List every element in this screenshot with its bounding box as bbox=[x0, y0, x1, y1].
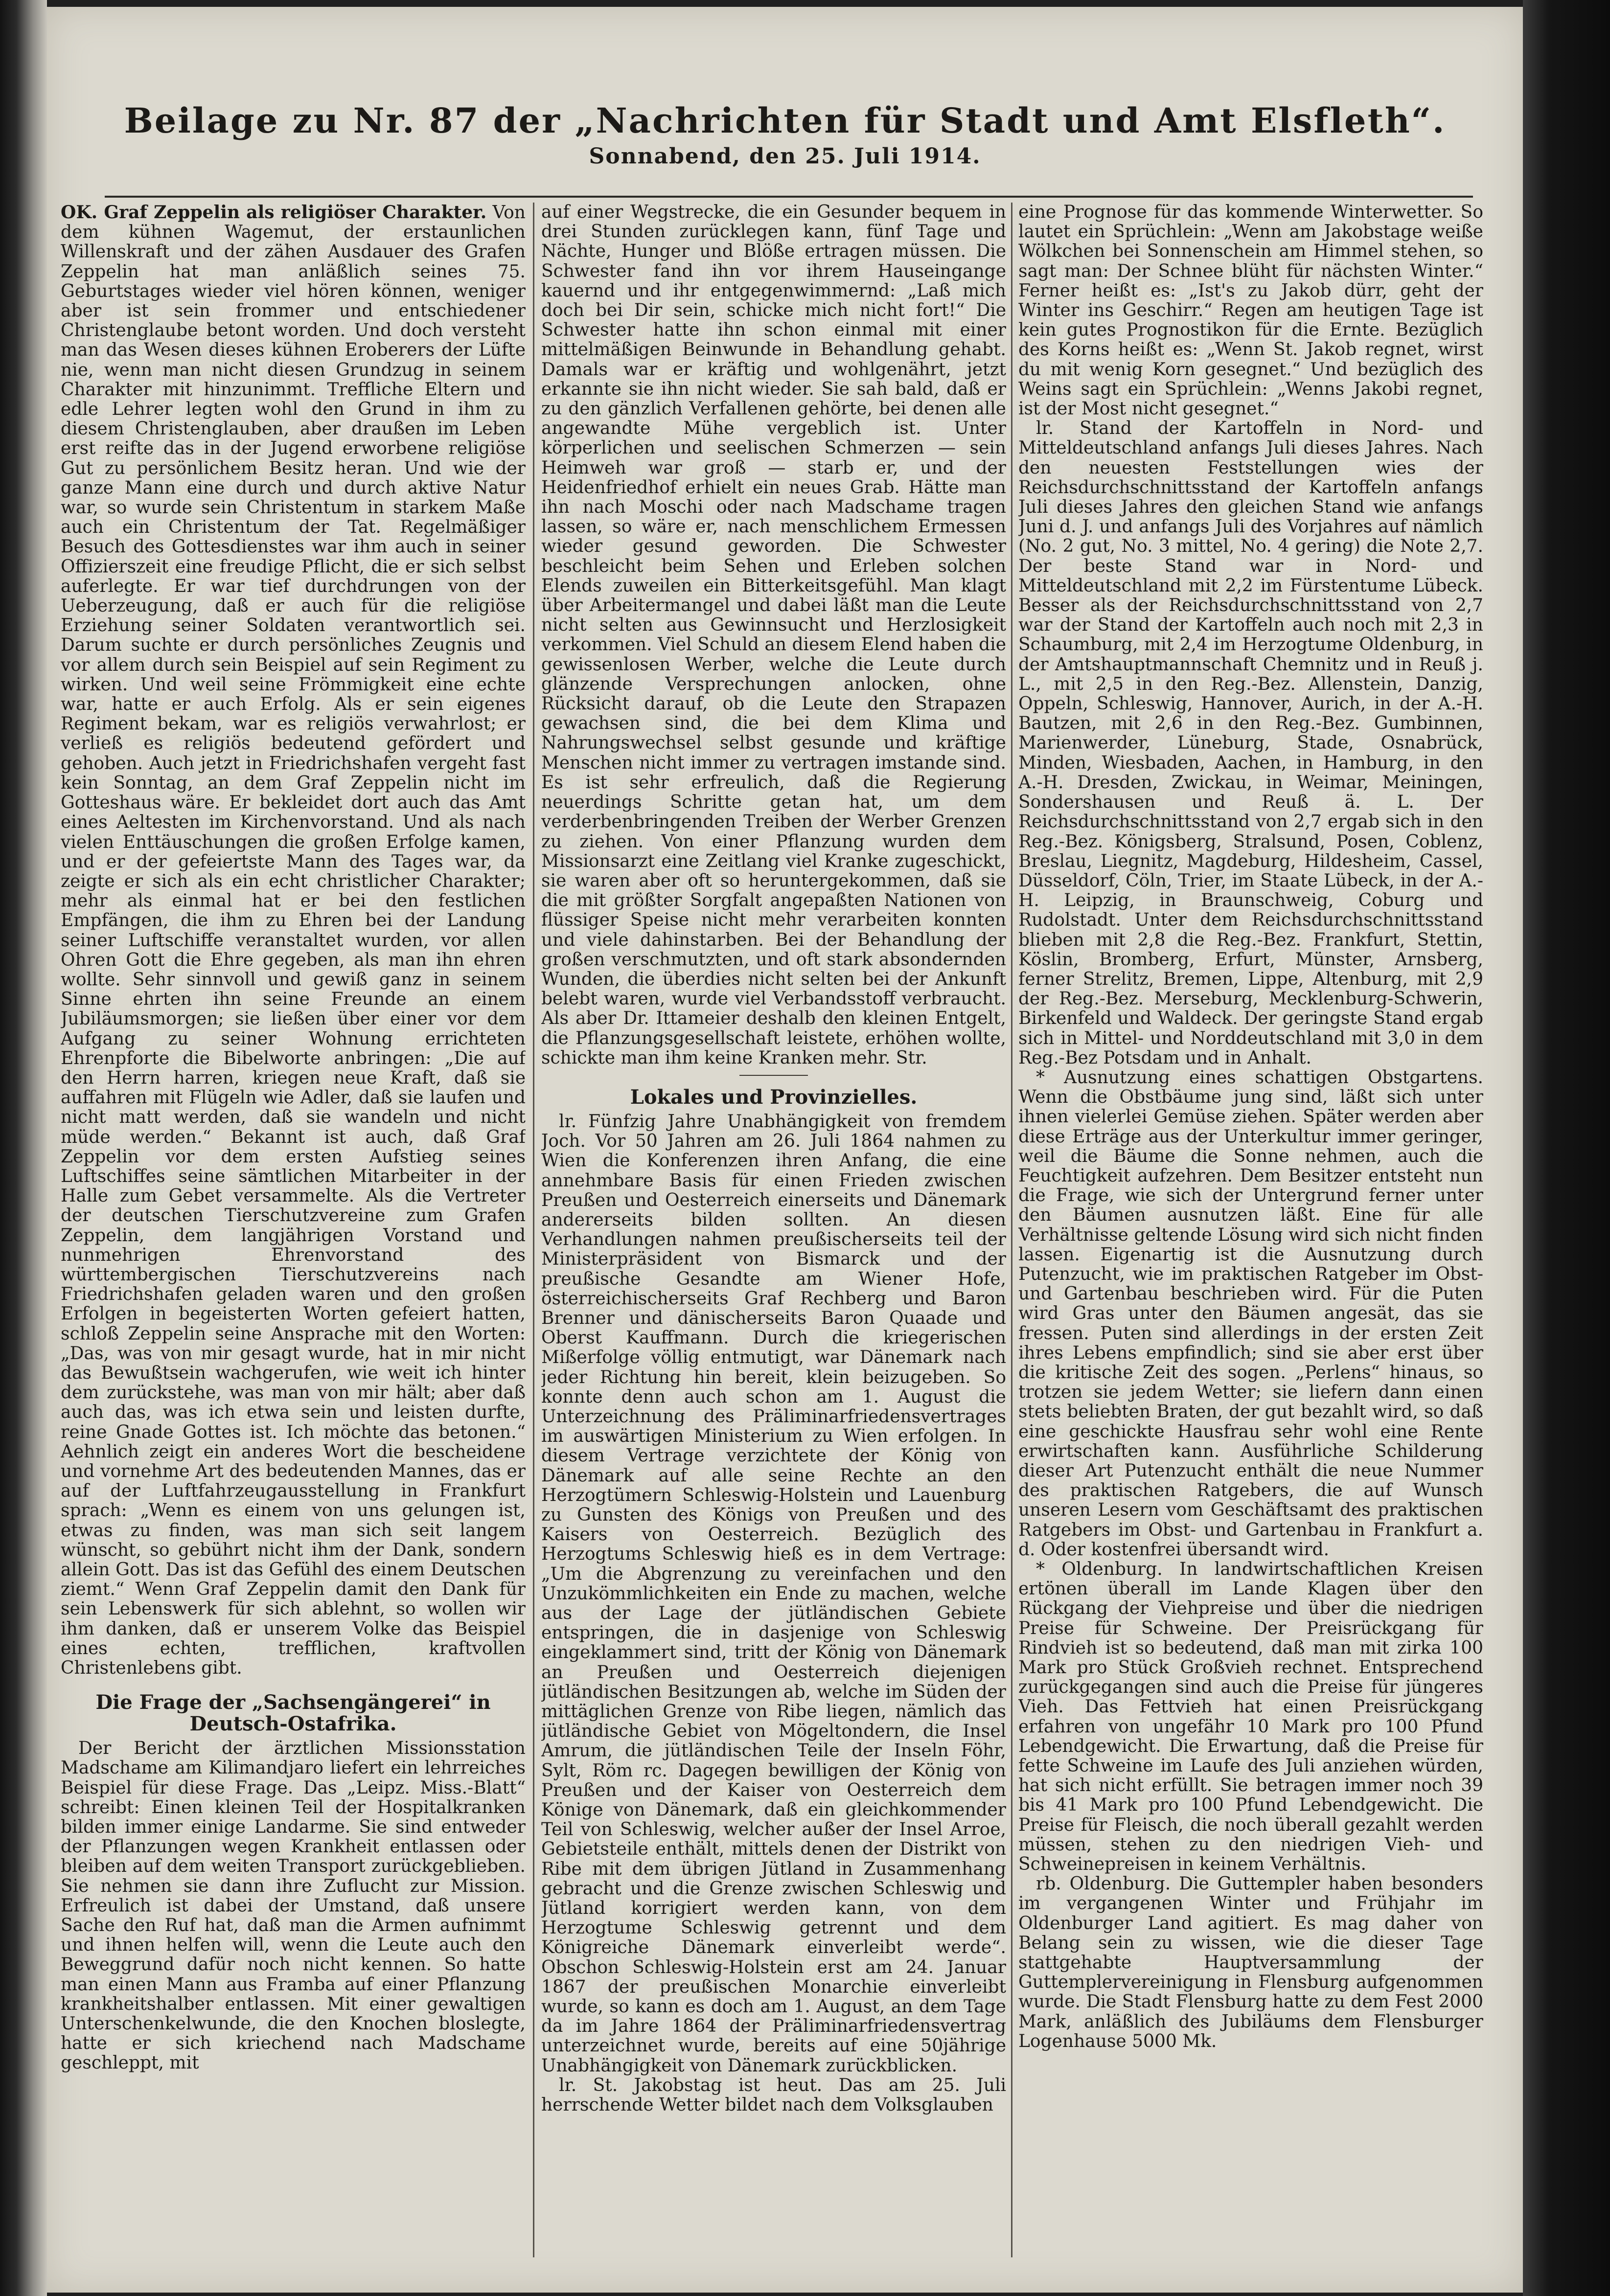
issue-date: Sonnabend, den 25. Juli 1914. bbox=[589, 144, 981, 169]
article-jakobstag: lr. St. Jakobstag ist heut. Das am 25. Juli herrschende Wetter bildet nach dem Volksglauben bbox=[541, 2075, 1006, 2115]
article-continuation: auf einer Wegstrecke, die ein Gesunder bequem in drei Stunden zurücklegen kann, fünf Tage und Nächte, Hunger und Blöße ertragen müssen. Die Schwester fand ihn vor ihrem Hauseingange kauernd und ihr entgegenwimmernd: „Laß mich doch bei Dir sein, schicke mich nicht fort!“ Die Schwester hatte ihn schon einmal mit einer mittelmäßigen Beinwunde in Behandlung gehabt. Damals war er kräftig und wohlgenährt, jetzt erkannte sie ihn nicht wieder. Sie sah bald, daß er zu den gänzlich Verfallenen gehörte, bei denen alle angewandte Mühe vergeblich ist. Unter körperlichen und seelischen Schmerzen — sein Heimweh war groß — starb er, und der Heidenfriedhof erhielt ein neues Grab. Hätte man ihn nach Moschi oder nach Madschame tragen lassen, so wäre er, nach menschlichem Ermessen wieder gesund geworden. Die Schwester beschleicht beim Sehen und Erleben solchen Elends zuweilen ein Bitterkeitsgefühl. Man klagt über Arbeitermangel und dabei läßt man die Leute nicht selten aus Gewinnsucht und Herzlosigkeit verkommen. Viel Schuld an diesem Elend haben die gewissenlosen Werber, welche die Leute durch glänzende Versprechungen anlocken, ohne Rücksicht darauf, ob die Leute den Strapazen gewachsen sind, die bei dem Klima und Nahrungswechsel selbst gesunde und kräftige Menschen nicht immer zu vertragen imstande sind. Es ist sehr erfreulich, daß die Regierung neuerdings Schritte getan hat, um dem verderbenbringenden Treiben der Werber Grenzen zu ziehen. Von einer Pflanzung wurden dem Missionsarzt eine Zeitlang viel Kranke zugeschickt, sie waren aber oft so heruntergekommen, daß sie die mit größter Sorgfalt angepaßten Nationen von flüssiger Speise nicht mehr verarbeiten konnten und viele dahinstarben. Bei der Behandlung der großen verschmutzten, und oft stark absondernden Wunden, die überdies nicht selten bei der Ankunft belebt waren, wurde viel Verbandsstoff verbraucht. Als aber Dr. Ittameier deshalb den kleinen Entgelt, die Pflanzungsgesellschaft leistete, erhöhen wollte, schickte man ihm keine Kranken mehr. Str. bbox=[541, 203, 1006, 1068]
article-sachsengaengerei: Der Bericht der ärztlichen Missionsstation Madschame am Kilimandjaro liefert ein lehrreiches Beispiel für diese Frage. Das „Leipz. Miss.-Blatt“ schreibt: Einen kleinen Teil der Hospitalkranken bilden immer einige Landarme. Sie sind entweder der Pflanzungen wegen Krankheit entlassen oder bleiben auf dem weiten Transport zurückgeblieben. Sie nehmen sie dann ihre Zuflucht zur Mission. Erfreulich ist dabei der Umstand, daß unsere Sache den Ruf hat, daß man die Armen aufnimmt und ihnen helfen will, wenn die Leute auch den Beweggrund dafür noch nicht kennen. So hatte man einen Mann aus Framba auf einer Pflanzung krankheitshalber entlassen. Mit einer gewaltigen Unterschenkelwunde, die den Knochen bloslegte, hatte er sich kriechend nach Madschame geschleppt, mit bbox=[61, 1738, 526, 2073]
article-oldenburg-guttempler: rb. Oldenburg. Die Guttempler haben besonders im vergangenen Winter und Frühjahr im Oldenburger Land agitiert. Es mag daher von Belang sein zu wissen, wie die dieser Tage stattgehabte Hauptversammlung der Guttemplervereinigung in Flensburg aufgenommen wurde. Die Stadt Flensburg hatte zu dem Fest 2000 Mark, anläßlich des Jubiläums dem Flensburger Logenhause 5000 Mk. bbox=[1018, 1874, 1483, 2051]
column-2 bbox=[541, 203, 1006, 2257]
column-divider bbox=[533, 203, 534, 2257]
article-obstgarten: * Ausnutzung eines schattigen Obstgartens. Wenn die Obstbäume jung sind, läßt sich unter ihnen vielerlei Gemüse ziehen. Später werden aber diese Erträge aus der Unterkultur immer geringer, weil die Bäume die Sonne nehmen, auch die Feuchtigkeit aufzehren. Dem Besitzer entsteht nun die Frage, wie sich der Untergrund ferner unter den Bäumen ausnutzen läßt. Eine für alle Verhältnisse geltende Lösung wird sich nicht finden lassen. Eigenartig ist die Ausnutzung durch Putenzucht, wie im praktischen Ratgeber im Obst- und Gartenbau beschrieben wird. Für die Puten wird Gras unter den Bäumen angesät, das sie fressen. Puten sind allerdings in der ersten Zeit ihres Lebens empfindlich; sind sie aber erst über die kritische Zeit des sogen. „Perlens“ hinaus, so trotzen sie jedem Wetter; sie liefern dann einen stets beliebten Braten, der gut bezahlt wird, so daß eine geschickte Hausfrau sehr wohl eine Rente erwirtschaften kann. Ausführliche Schilderung dieser Art Putenzucht enthält die neue Nummer des praktischen Ratgebers, die auf Wunsch unseren Lesern vom Geschäftsamt des praktischen Ratgebers im Obst- und Gartenbau in Frankfurt a. d. Oder kostenfrei übersandt wird. bbox=[1018, 1067, 1483, 1560]
column-1 bbox=[61, 203, 526, 2257]
article-heading: OK. Graf Zeppelin als religiöser Charakter. bbox=[61, 203, 487, 223]
column-3 bbox=[1018, 203, 1483, 2257]
article-kartoffeln: lr. Stand der Kartoffeln in Nord- und Mitteldeutschland anfangs Juli dieses Jahres. Nach den neuesten Feststellungen wies der Reichsdurchschnittsstand der Kartoffeln anfangs Juli dieses Jahres den gleichen Stand wie anfangs Juni d. J. und anfangs Juli des Vorjahres auf nämlich (No. 2 gut, No. 3 mittel, No. 4 gering) die Note 2,7. Der beste Stand war in Nord- und Mitteldeutschland mit 2,2 im Fürstentume Lübeck. Besser als der Reichsdurchschnittsstand von 2,7 war der Stand der Kartoffeln auch noch mit 2,3 in Schaumburg, mit 2,4 im Herzogtume Oldenburg, in der Amtshauptmannschaft Chemnitz und in Reuß j. L., mit 2,5 in den Reg.-Bez. Allenstein, Danzig, Oppeln, Schleswig, Hannover, Aurich, in der A.-H. Bautzen, mit 2,6 in den Reg.-Bez. Gumbinnen, Marienwerder, Lüneburg, Stade, Osnabrück, Minden, Wiesbaden, Aachen, in Hamburg, in den A.-H. Dresden, Zwickau, in Weimar, Meiningen, Sondershausen und Reuß ä. L. Der Reichsdurchschnittsstand von 2,7 ergab sich in den Reg.-Bez. Königsberg, Stralsund, Posen, Coblenz, Breslau, Liegnitz, Magdeburg, Hildesheim, Cassel, Düsseldorf, Cöln, Trier, im Staate Lübeck, in der A.-H. Leipzig, in Braunschweig, Coburg und Rudolstadt. Unter dem Reichsdurchschnittsstand blieben mit 2,8 die Reg.-Bez. Frankfurt, Stettin, Köslin, Bromberg, Erfurt, Münster, Arnsberg, ferner Strelitz, Bremen, Lippe, Altenburg, mit 2,9 der Reg.-Bez. Merseburg, Mecklenburg-Schwerin, Birkenfeld und Waldeck. Der geringste Stand ergab sich in Mittel- und Norddeutschland mit 3,0 in dem Reg.-Bez Potsdam und in Anhalt. bbox=[1018, 418, 1483, 1068]
section-rule bbox=[739, 1075, 808, 1076]
scan-binding-edge bbox=[0, 0, 47, 2296]
scan-background bbox=[1523, 0, 1610, 2296]
masthead bbox=[47, 99, 1523, 169]
supplement-title: Beilage zu Nr. 87 der „Nachrichten für Stadt und Amt Elsfleth“. bbox=[124, 100, 1446, 141]
header-rule bbox=[105, 196, 1473, 198]
article-heading-sachsengaengerei: Die Frage der „Sachsengängerei“ in Deutsch-Ostafrika. bbox=[95, 1691, 491, 1736]
column-divider bbox=[1011, 203, 1012, 2257]
article-unabhaengigkeit: lr. Fünfzig Jahre Unabhängigkeit von fremdem Joch. Vor 50 Jahren am 26. Juli 1864 nahmen zu Wien die Konferenzen ihren Anfang, die eine annehmbare Basis für einen Frieden zwischen Preußen und Oesterreich einerseits und Dänemark andererseits bilden sollten. An diesen Verhandlungen nahmen preußischerseits teil der Ministerpräsident von Bismarck und der preußische Gesandte am Wiener Hofe, österreichischerseits Graf Rechberg und Baron Brenner und dänischerseits Baron Quaade und Oberst Kauffmann. Durch die kriegerischen Mißerfolge völlig entmutigt, war Dänemark nach jeder Richtung hin bereit, klein beizugeben. So konnte denn auch schon am 1. August die Unterzeichnung des Präliminarfriedensvertrages im auswärtigen Ministerium zu Wien erfolgen. In diesem Vertrage verzichtete der König von Dänemark auf alle seine Rechte an den Herzogtümern Schleswig-Holstein und Lauenburg zu Gunsten des Königs von Preußen und des Kaisers von Oesterreich. Bezüglich des Herzogtums Schleswig hieß es in dem Vertrage: „Um die Abgrenzung zu vereinfachen und den Unzukömmlichkeiten ein Ende zu machen, welche aus der Lage der jütländischen Gebiete entspringen, die in dasjenige von Schleswig eingeklammert sind, tritt der König von Dänemark an Preußen und Oesterreich diejenigen jütländischen Besitzungen ab, welche im Süden der mittäglichen Grenze von Ribe liegen, nämlich das jütländische Gebiet von Mögeltondern, die Insel Amrum, die jütländischen Teile der Inseln Föhr, Sylt, Röm rc. Dagegen bewilligen der König von Preußen und der Kaiser von Oesterreich dem Könige von Dänemark, daß ein gleichkommender Teil von Schleswig, welcher außer der Insel Arroe, Gebietsteile enthält, mittels denen der Distrikt von Ribe mit dem übrigen Jütland in Zusammenhang gebracht und die Grenze zwischen Schleswig und Jütland korrigiert werden kann, von dem Herzogtume Schleswig getrennt und dem Königreiche Dänemark einverleibt werde“. Obschon Schleswig-Holstein erst am 24. Januar 1867 der preußischen Monarchie einverleibt wurde, so kann es doch am 1. August, an dem Tage da im Jahre 1864 der Präliminarfriedensvertrag unterzeichnet wurde, bereits auf eine 50jährige Unabhängigkeit von Dänemark zurückblicken. bbox=[541, 1111, 1006, 2076]
article-jakobstag-continuation: eine Prognose für das kommende Winterwetter. So lautet ein Sprüchlein: „Wenn am Jakobstage weiße Wölkchen bei Sonnenschein am Himmel stehen, so sagt man: Der Schnee blüht für nächsten Winter.“ Ferner heißt es: „Ist's zu Jakob dürr, geht der Winter ins Geschirr.“ Regen am heutigen Tage ist kein gutes Prognostikon für die Ernte. Bezüglich des Korns heißt es: „Wenn St. Jakob regnet, wirst du mit wenig Korn gesegnet.“ Und bezüglich des Weins sagt ein Sprüchlein: „Wenns Jakobi regnet, ist der Most nicht gesegnet.“ bbox=[1018, 203, 1483, 419]
newspaper-page bbox=[47, 7, 1523, 2293]
article-zeppelin bbox=[61, 203, 526, 1678]
section-heading-lokales: Lokales und Provinzielles. bbox=[630, 1085, 918, 1109]
article-oldenburg-viehpreise: * Oldenburg. In landwirtschaftlichen Kreisen ertönen überall im Lande Klagen über den Rückgang der Viehpreise und über die niedrigen Preise für Schweine. Der Preisrückgang für Rindvieh ist so bedeutend, daß man mit zirka 100 Mark pro Stück Großvieh rechnet. Entsprechend zurückgegangen sind auch die Preise für jüngeres Vieh. Das Fettvieh hat einen Preisrückgang erfahren von ungefähr 10 Mark pro 100 Pfund Lebendgewicht. Die Erwartung, daß die Preise für fette Schweine im Laufe des Juli anziehen würden, hat sich nicht erfüllt. Sie betragen immer noch 39 bis 41 Mark pro 100 Pfund Lebendgewicht. Die Preise für Fleisch, die noch überall gezahlt werden müssen, stehen zu den niedrigen Vieh- und Schweinepreisen in keinem Verhältnis. bbox=[1018, 1559, 1483, 1875]
article-text: Von dem kühnen Wagemut, der erstaunlichen Willenskraft und der zähen Ausdauer des Grafen Zeppelin hat man anläßlich seines 75. Geburtstages wieder viel hören können, weniger aber ist sein frommer und entschiedener Christenglaube betont worden. Und doch versteht man das Wesen dieses kühnen Eroberers der Lüfte nie, wenn man nicht diesen Grundzug in seinem Charakter mit hinzunimmt. Treffliche Eltern und edle Lehrer legten wohl den Grund in ihm zu diesem Christenglauben, aber draußen im Leben erst reifte das in der Jugend erworbene religiöse Gut zu persönlichem Besitz heran. Und wie der ganze Mann eine durch und durch aktive Natur war, so wurde sein Christentum in starkem Maße auch ein Christentum der Tat. Regelmäßiger Besuch des Gottesdienstes war ihm auch in seiner Offizierszeit eine freudige Pflicht, die er sich selbst auferlegte. Er war tief durchdrungen von der Ueberzeugung, daß er auch für die religiöse Erziehung seiner Soldaten verantwortlich sei. Darum suchte er durch persönliches Zeugnis und vor allem durch sein Beispiel auf sein Regiment zu wirken. Und weil seine Frömmigkeit eine echte war, hatte er auch Erfolg. Als er sein eigenes Regiment bekam, war es religiös verwahrlost; er verließ es religiös bedeutend gefördert und gehoben. Auch jetzt in Friedrichshafen vergeht fast kein Sonntag, an dem Graf Zeppelin nicht im Gotteshaus wäre. Er bekleidet dort auch das Amt eines Aeltesten im Kirchenvorstand. Und als nach vielen Enttäuschungen die großen Erfolge kamen, und er der gefeiertste Mann des Tages war, da zeigte er sich als ein echt christlicher Charakter; mehr als einmal hat er bei den festlichen Empfängen, die ihm zu Ehren bei der Landung seiner Luftschiffe veranstaltet wurden, vor allen Ohren Gott die Ehre gegeben, als man ihn ehren wollte. Sehr sinnvoll und gewiß ganz in seinem Sinne ehrten ihn seine Freunde an einem Jubiläumsmorgen; sie ließen über einer vor dem Aufgang zu seiner Wohnung errichteten Ehrenpforte die Bibelworte anbringen: „Die auf den Herrn harren, kriegen neue Kraft, daß sie auffahren mit Flügeln wie Adler, daß sie laufen und nicht matt werden, daß sie wandeln und nicht müde werden.“ Bekannt ist auch, daß Graf Zeppelin vor dem ersten Aufstieg seines Luftschiffes seine sämtlichen Mitarbeiter in der Halle zum Gebet versammelte. Als die Vertreter der deutschen Tierschutzvereine zum Grafen Zeppelin, dem langjährigen Vorstand und nunmehrigen Ehrenvorstand des württembergischen Tierschutzvereins nach Friedrichshafen geladen waren und den großen Erfolgen in begeisterten Worten gefeiert hatten, schloß Zeppelin seine Ansprache mit den Worten: „Das, was von mir gesagt wurde, hat in mir nicht das Bewußtsein wachgerufen, wie weit ich hinter dem zurückstehe, was man von mir hält; aber daß auch das, was ich etwa sein und leisten durfte, reine Gnade Gottes ist. Ich möchte das betonen.“ Aehnlich zeigt ein anderes Wort die bescheidene und vornehme Art des bedeutenden Mannes, das er auf der Luftfahrzeugausstellung in Frankfurt sprach: „Wenn es einem von uns gelungen ist, etwas zu finden, was man sich seit langem wünscht, so gebührt nicht ihm der Dank, sondern allein Gott. Das ist das Gefühl des einem Deutschen ziemt.“ Wenn Graf Zeppelin damit den Dank für sein Lebenswerk für sich ablehnt, so wollen wir ihm danken, daß er unserem Volke das Beispiel eines echten, trefflichen, kraftvollen Christenlebens gibt. bbox=[61, 203, 526, 1679]
